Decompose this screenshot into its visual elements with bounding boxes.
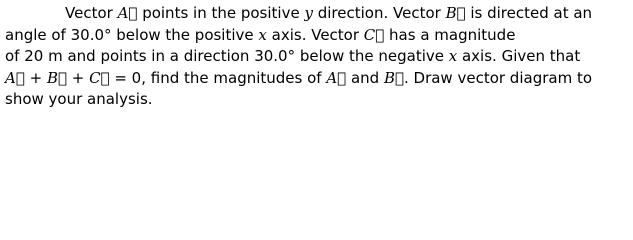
vector-a: A⃗ bbox=[117, 4, 138, 22]
vector-c: C⃗ bbox=[363, 25, 385, 44]
text-run: is directed at an bbox=[465, 4, 593, 22]
vector-a: A⃗ bbox=[326, 68, 347, 87]
vector-b: B⃗ bbox=[383, 68, 404, 87]
vector-b: B⃗ bbox=[445, 4, 466, 22]
vector-a: A⃗ bbox=[5, 68, 25, 87]
text-run: angle of 30.0° below the positive bbox=[5, 25, 259, 44]
text-run: of 20 m and points in a direction 30.0° below the negative bbox=[5, 47, 449, 65]
problem-line-4 bbox=[5, 68, 633, 90]
text-run: axis. Given that bbox=[457, 47, 581, 65]
variable-x: x bbox=[258, 25, 267, 44]
text-run: direction. Vector bbox=[312, 4, 446, 22]
problem-line-1 bbox=[5, 3, 633, 25]
problem-line-5 bbox=[5, 89, 633, 111]
text-run: . Draw vector diagram to bbox=[403, 68, 593, 87]
problem-text bbox=[5, 3, 633, 111]
text-run: Vector bbox=[65, 4, 118, 22]
vector-b: B⃗ bbox=[46, 68, 67, 87]
text-run: points in the positive bbox=[137, 4, 305, 22]
text-run: = 0, find the magnitudes of bbox=[109, 68, 327, 87]
variable-x: x bbox=[448, 47, 458, 65]
variable-y: y bbox=[304, 4, 313, 22]
vector-c: C⃗ bbox=[89, 68, 110, 87]
text-run: and bbox=[346, 68, 384, 87]
text-run: has a magnitude bbox=[384, 25, 516, 44]
plus-sign: + bbox=[24, 68, 47, 87]
problem-line-2 bbox=[5, 25, 633, 47]
text-run: axis. Vector bbox=[266, 25, 364, 44]
problem-line-3 bbox=[5, 46, 633, 68]
text-run: show your analysis. bbox=[5, 90, 153, 108]
plus-sign: + bbox=[66, 68, 90, 87]
